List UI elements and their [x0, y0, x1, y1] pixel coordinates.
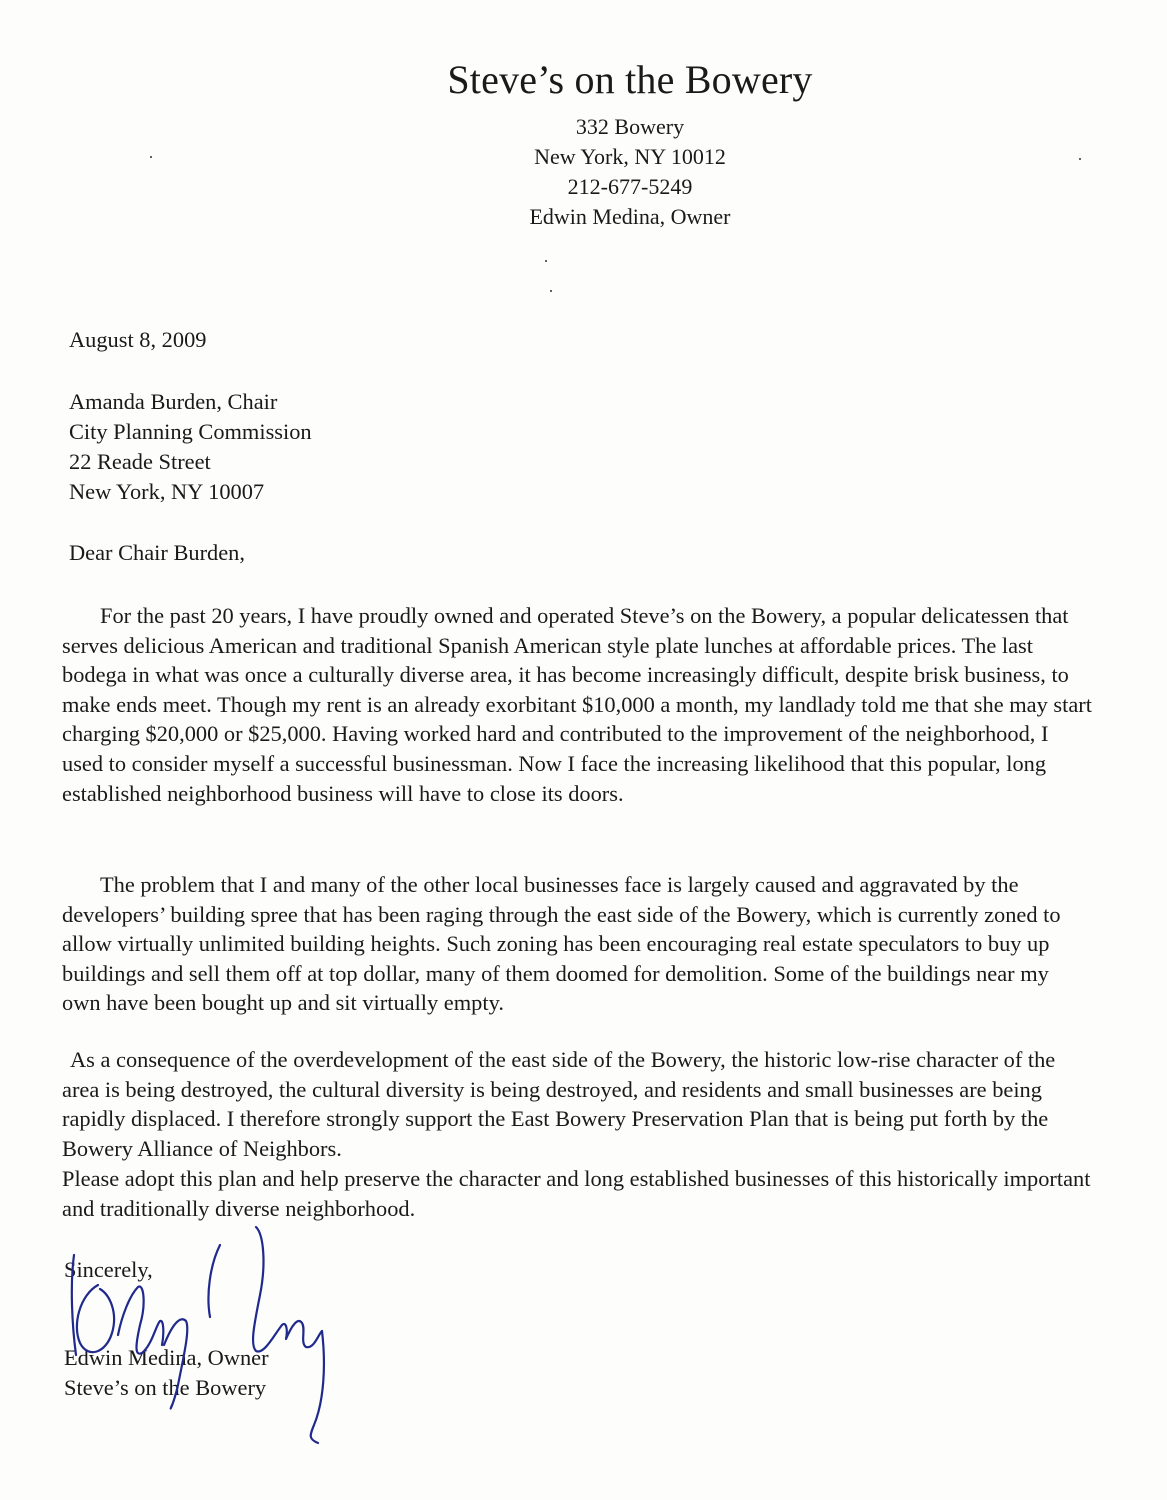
letterhead-city: New York, NY 10012 [534, 144, 726, 169]
closing: Sincerely, [64, 1257, 153, 1282]
salutation: Dear Chair Burden, [69, 540, 245, 565]
body-paragraph-3: As a consequence of the overdevelopment of the east side of the Bowery, the historic low-rise character of the area is being destroyed, the cultural diversity is being destroyed, and residents and small businesses are being rapidly displaced. I therefore strongly support the East Bowery Preservation Plan that is being put forth by the Bowery Alliance of Neighbors. [62, 1047, 1056, 1161]
body-paragraph-2: The problem that I and many of the other local businesses face is largely caused and aggravated by the developers’ building spree that has been raging through the east side of the Bowery, which is currently zoned to allow virtually unlimited building heights. Such zoning has been encouraging real estate speculators to buy up buildings and sell them off at top dollar, many of them doomed for demolition. Some of the buildings near my own have been bought up and sit virtually empty. [62, 872, 1061, 1016]
business-name: Steve’s on the Bowery [447, 57, 813, 102]
letter-date: August 8, 2009 [69, 327, 207, 352]
recipient-organization: City Planning Commission [69, 419, 312, 444]
body-paragraph-4: Please adopt this plan and help preserve the character and long established businesses of this historically important and traditionally diverse neighborhood. [62, 1166, 1091, 1221]
recipient-name: Amanda Burden, Chair [69, 389, 278, 414]
scan-speck [1079, 158, 1081, 160]
letterhead-phone: 212-677-5249 [567, 174, 693, 199]
scan-speck [545, 260, 547, 262]
recipient-street: 22 Reade Street [69, 449, 211, 474]
recipient-city: New York, NY 10007 [69, 479, 265, 504]
letterhead-owner: Edwin Medina, Owner [529, 204, 731, 229]
scan-speck [550, 290, 552, 292]
signer-business: Steve’s on the Bowery [64, 1375, 267, 1400]
body-paragraph-1: For the past 20 years, I have proudly owned and operated Steve’s on the Bowery, a popular delicatessen that serves delicious American and traditional Spanish American style plate lunches at affordable prices. The last bodega in what was once a culturally diverse area, it has become increasingly difficult, despite brisk business, to make ends meet. Though my rent is an already exorbitant $10,000 a month, my landlady told me that she may start charging $20,000 or $25,000. Having worked hard and contributed to the improvement of the neighborhood, I used to consider myself a successful businessman. Now I face the increasing likelihood that this popular, long established neighborhood business will have to close its doors. [62, 603, 1092, 806]
letterhead-street: 332 Bowery [575, 114, 685, 139]
scan-speck [150, 156, 152, 158]
signer-name: Edwin Medina, Owner [64, 1345, 269, 1370]
